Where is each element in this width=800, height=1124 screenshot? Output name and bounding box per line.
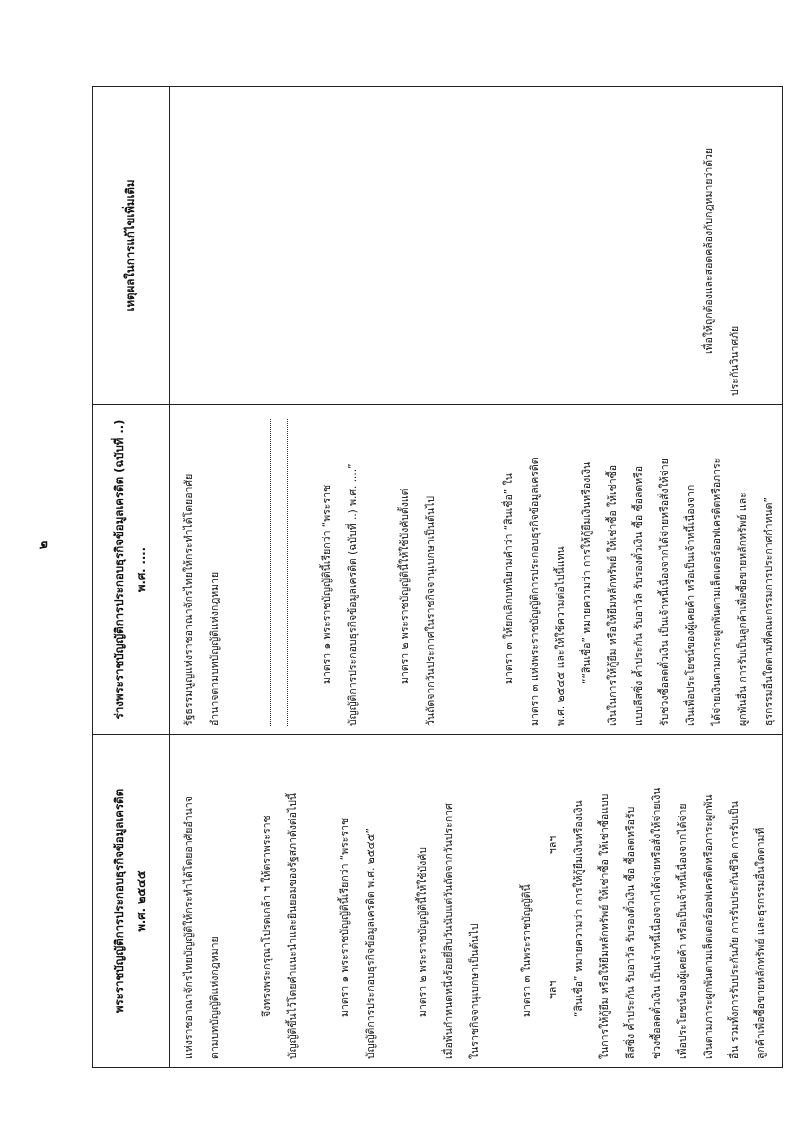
- comparison-table-wrapper: [92, 87, 775, 1068]
- existing-definition-line: ในการให้กู้ยืม หรือให้ยืมหลักทรัพย์ ให้เช่าซื้อ ให้เช่าซื้อแบบ: [599, 793, 611, 1059]
- draft-preamble-line: อำนาจตามบทบัญญัติแห่งกฎหมาย: [209, 571, 221, 726]
- draft-section-1-line: มาตรา ๑ พระราชบัญญัตินี้เรียกว่า “พระราช: [321, 484, 333, 684]
- existing-definition-line: “สินเชื่อ” หมายความว่า การให้กู้ยืมเงินหรืองเงิน: [573, 800, 585, 1017]
- draft-dotted-line: [271, 413, 288, 726]
- draft-section-3-line: พ.ศ. ๒๕๔๕ และให้ใช้ความต่อไปนี้แทน: [555, 546, 567, 726]
- header-row: [93, 87, 170, 1068]
- draft-definition-line: ได้จ่ายเงินตามภาระผูกพันตามเล็ตเตอร์ออฟเครดิตหรือภาระ: [711, 457, 723, 726]
- header-draft-act-year: พ.ศ. ....: [134, 546, 148, 593]
- existing-enactment-line: จึงทรงพระกรุณาโปรดเกล้า ฯ ให้ตราพระราช: [261, 815, 273, 1017]
- header-reason: [93, 87, 170, 405]
- existing-preamble-line: แห่งราชอาณาจักรไทยบัญญัติให้กระทำได้โดยอาศัยอำนาจ: [183, 796, 195, 1059]
- existing-definition-line: เงินตามภาระผูกพันตามเล็ตเตอร์ออฟเครดิตหรือภาระผูกพัน: [703, 794, 715, 1059]
- draft-dotted-line: [254, 413, 271, 726]
- header-draft-act: [93, 405, 170, 735]
- comparison-table: [92, 86, 783, 1068]
- existing-section-2-line: มาตรา ๒ พระราชบัญญัตินี้ให้ใช้บังคับ: [417, 847, 429, 1017]
- existing-definition-line: เพื่อประโยชน์ของผู้เคยค้า หรือเป็นเจ้าหนี้เนื่องจากได้จ่าย: [677, 803, 689, 1059]
- existing-section-2-line: เมื่อพ้นกำหนดหนึ่งร้อยยี่สิบวันนับแต่วันถัดจากวันประกาศ: [443, 803, 455, 1059]
- etc-mark: ฯลฯ: [547, 980, 559, 999]
- header-reason-title: เหตุผลในการแก้ไขเพิ่มเติม: [123, 179, 138, 312]
- draft-definition-line: รับช่วงซื้อลดตั๋วเงิน เป็นเจ้าหนี้เนื่องจากได้จ่ายหรือสั่งให้จ่าย: [659, 458, 671, 726]
- draft-section-2-line: มาตรา ๒ พระราชบัญญัตินี้ให้ใช้บังคับตั้งแต่: [399, 488, 411, 684]
- existing-definition-line: ช่วงซื้อลดตั๋วเงิน เป็นเจ้าหนี้เนื่องจากได้จ่ายหรือสั่งให้จ่ายเงิน: [651, 787, 663, 1059]
- draft-section-3-line: มาตรา ๓ ให้ยกเลิกบทนิยามคำว่า “สินเชื่อ” ใน: [503, 473, 515, 684]
- draft-definition-line: ผูกพันอื่น การรับเป็นลูกค้าเพื่อซื้อขายหลักทรัพย์ และ: [737, 492, 749, 726]
- existing-act-cell: [170, 735, 783, 1068]
- draft-section-3-line: มาตรา ๓ แห่งพระราชบัญญัติการประกอบธุรกิจข้อมูลเครดิต: [529, 457, 541, 726]
- existing-section-1-line: บัญญัติการประกอบธุรกิจข้อมูลเครดิต พ.ศ. ๒๕๔๕”: [365, 828, 377, 1059]
- etc-mark: ฯลฯ: [547, 835, 559, 855]
- header-existing-act-title: พระราชบัญญัติการประกอบธุรกิจข้อมูลเครดิต: [112, 788, 127, 1014]
- existing-section-1-line: มาตรา ๑ พระราชบัญญัตินี้เรียกว่า “พระราช: [339, 817, 351, 1017]
- existing-definition-line: ลีสซิ่ง ค้ำประกัน รับอาวัล รับรองตั๋วเงิน ซื้อ ซื้อลดหรือรับ: [625, 806, 637, 1059]
- draft-section-1-line: บัญญัติการประกอบธุรกิจข้อมูลเครดิต (ฉบับที่ ..) พ.ศ. ....”: [347, 463, 359, 726]
- existing-section-3-etc: [540, 743, 566, 1059]
- draft-act-cell: [170, 405, 783, 735]
- reason-cell: [170, 87, 783, 405]
- reason-line: ประกันวินาศภัย: [729, 325, 741, 396]
- header-existing-act: [93, 735, 170, 1068]
- draft-definition-line: เงินในการให้กู้ยืม หรือให้ยืมหลักทรัพย์ ให้เช่าซื้อ ให้เช่าซื้อ: [607, 464, 619, 726]
- header-existing-act-year: พ.ศ. ๒๕๔๕: [134, 870, 148, 932]
- page-number: ๒: [36, 540, 51, 550]
- content-row: [170, 87, 783, 1068]
- draft-definition-line: แบบลีสซิ่ง ค้ำประกัน รับอาวัล รับรองตั๋วเงิน ซื้อ ซื้อลดหรือ: [633, 465, 645, 726]
- existing-definition-line: อื่น รวมทั้งการรับประกันภัย การรับประกันชีวิต การรับเป็น: [729, 801, 741, 1059]
- draft-definition-line: ธุรกรรมอื่นใดตามที่คณะกรรมการประกาศกำหนด”: [763, 497, 775, 726]
- existing-enactment-line: บัญญัติขึ้นไว้โดยคำแนะนำและยินยอมของรัฐสภาดังต่อไปนี้: [287, 792, 299, 1059]
- existing-definition-line: ลูกค้าเพื่อซื้อขายหลักทรัพย์ และธุรกรรมอื่นใดตามที่: [755, 827, 767, 1059]
- reason-line: เพื่อให้ถูกต้องและสอดคล้องกับกฎหมายว่าด้วย: [703, 147, 715, 354]
- draft-section-2-line: วันถัดจากวันประกาศในราชกิจจานุเบกษาเป็นต้นไป: [425, 495, 437, 726]
- draft-definition-line: เงินเพื่อประโยชน์ของผู้เคยค้า หรือเป็นเจ้าหนี้เนื่องจาก: [685, 484, 697, 726]
- draft-definition-line: ““สินเชื่อ” หมายความว่า การให้กู้ยืมเงินหรืองเงิน: [581, 461, 593, 684]
- existing-preamble-line: ตามบทบัญญัติแห่งกฎหมาย: [209, 936, 221, 1059]
- existing-section-3-line: มาตรา ๓ ในพระราชบัญญัตินี้: [521, 884, 533, 1017]
- header-draft-act-title: ร่างพระราชบัญญัติการประกอบธุรกิจข้อมูลเครดิต (ฉบับที่ ..): [112, 419, 127, 720]
- existing-section-2-line: ในราชกิจจานุเบกษาเป็นต้นไป: [469, 923, 481, 1059]
- draft-preamble-line: รัฐธรรมนูญแห่งราชอาณาจักรไทยให้กระทำได้โดยอาศัย: [183, 473, 195, 726]
